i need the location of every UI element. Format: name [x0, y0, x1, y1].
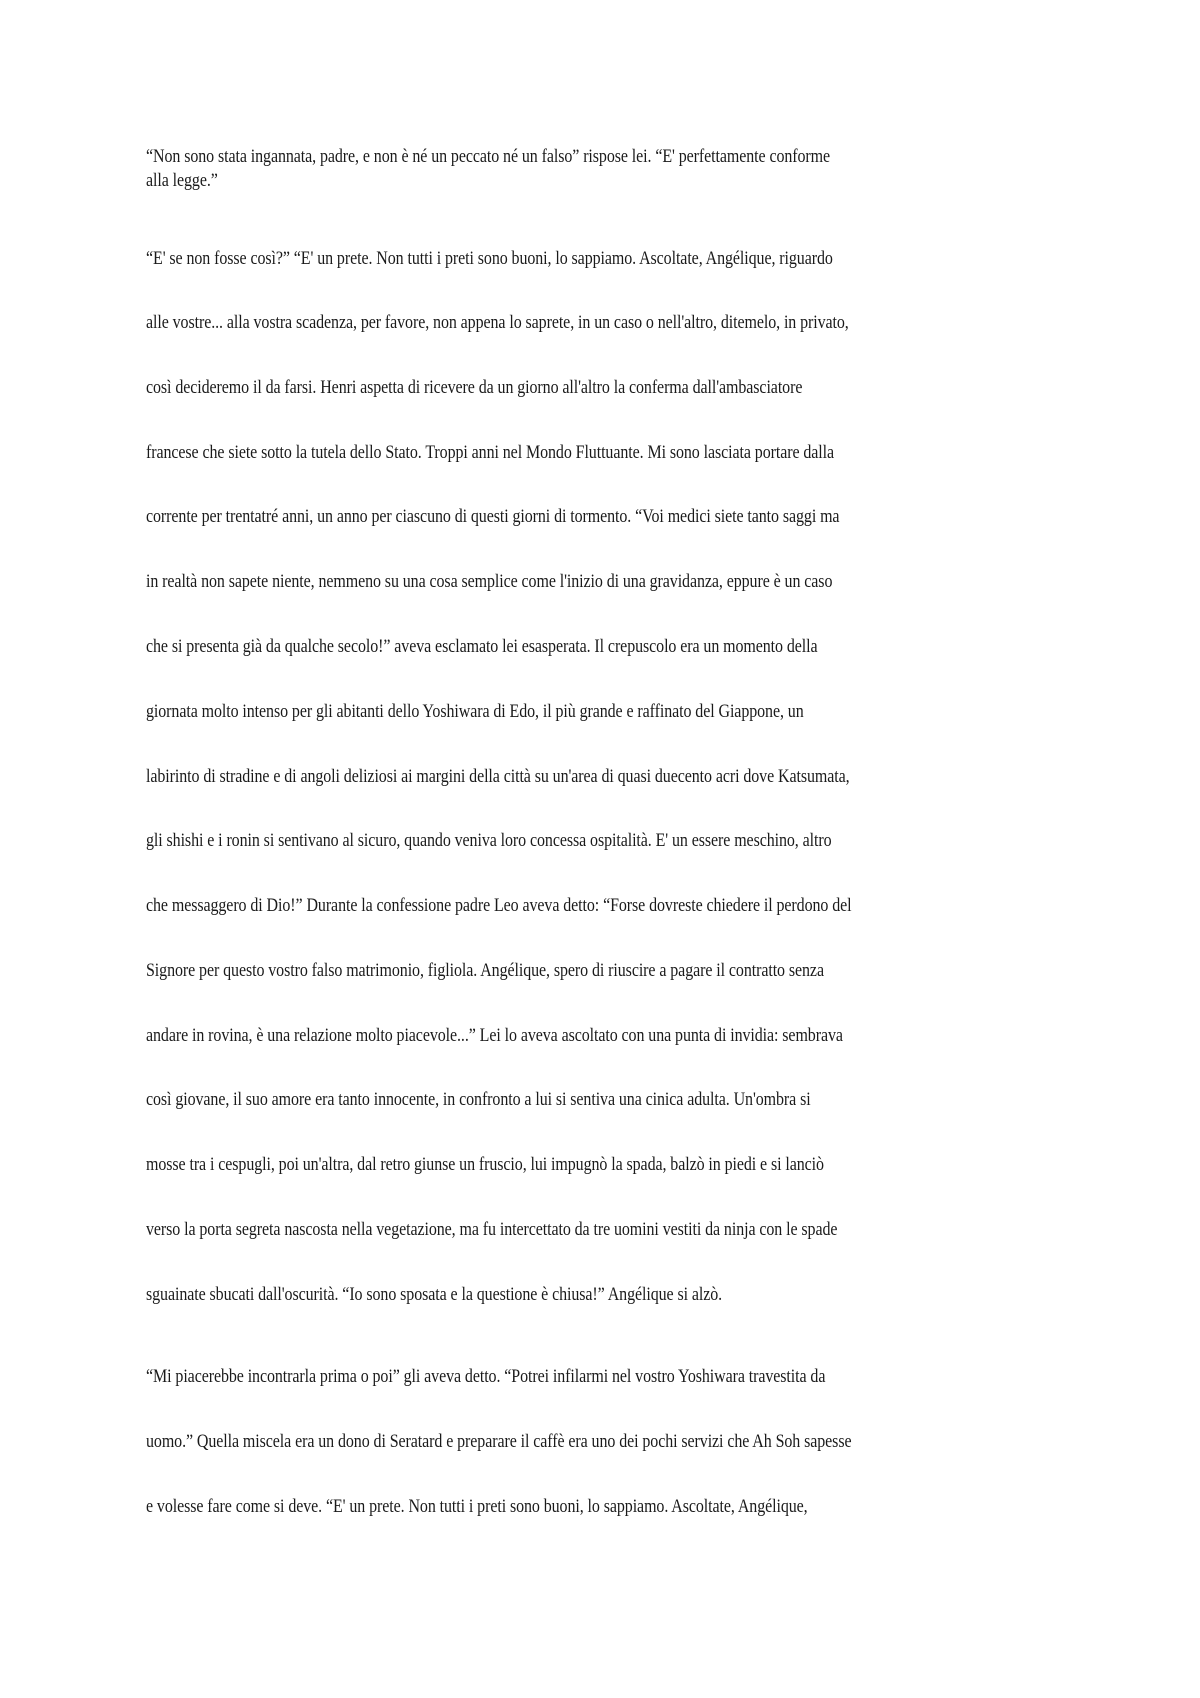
text-line: “Mi piacerebbe incontrarla prima o poi” gli aveva detto. “Potrei infilarmi nel vostro Yoshiwara travestita da — [146, 1366, 826, 1387]
text-line: che si presenta già da qualche secolo!” aveva esclamato lei esasperata. Il crepuscolo era un momento della — [146, 636, 818, 657]
text-line: giornata molto intenso per gli abitanti dello Yoshiwara di Edo, il più grande e raffinato del Giappone, un — [146, 701, 804, 722]
text-line: sguainate sbucati dall'oscurità. “Io sono sposata e la questione è chiusa!” Angélique si alzò. — [146, 1284, 723, 1305]
text-line: in realtà non sapete niente, nemmeno su una cosa semplice come l'inizio di una gravidanza, eppure è un caso — [146, 571, 833, 592]
text-line: così giovane, il suo amore era tanto innocente, in confronto a lui si sentiva una cinica adulta. Un'ombra si — [146, 1089, 811, 1110]
text-line: labirinto di stradine e di angoli deliziosi ai margini della città su un'area di quasi duecento acri dove Katsumata, — [146, 766, 850, 787]
text-line: francese che siete sotto la tutela dello Stato. Troppi anni nel Mondo Fluttuante. Mi sono lasciata portare dalla — [146, 442, 835, 463]
text-line: gli shishi e i ronin si sentivano al sicuro, quando veniva loro concessa ospitalità. E' un essere meschino, altro — [146, 830, 832, 851]
text-line: che messaggero di Dio!” Durante la confessione padre Leo aveva detto: “Forse dovreste chiedere il perdono del — [146, 895, 852, 916]
text-line: alla legge.” — [146, 170, 218, 191]
text-line: così decideremo il da farsi. Henri aspetta di ricevere da un giorno all'altro la conferma dall'ambasciatore — [146, 377, 803, 398]
text-line: mosse tra i cespugli, poi un'altra, dal retro giunse un fruscio, lui impugnò la spada, balzò in piedi e si lanciò — [146, 1154, 824, 1175]
text-line: alle vostre... alla vostra scadenza, per favore, non appena lo saprete, in un caso o nell'altro, ditemelo, in privato, — [146, 312, 849, 333]
text-line: “E' se non fosse così?” “E' un prete. Non tutti i preti sono buoni, lo sappiamo. Ascoltate, Angélique, riguardo — [146, 248, 833, 269]
text-line: verso la porta segreta nascosta nella vegetazione, ma fu intercettato da tre uomini vestiti da ninja con le spade — [146, 1219, 838, 1240]
text-line: andare in rovina, è una relazione molto piacevole...” Lei lo aveva ascoltato con una punta di invidia: sembrava — [146, 1025, 843, 1046]
text-line: e volesse fare come si deve. “E' un prete. Non tutti i preti sono buoni, lo sappiamo. Ascoltate, Angélique, — [146, 1496, 808, 1517]
text-line: “Non sono stata ingannata, padre, e non è né un peccato né un falso” rispose lei. “E' perfettamente conforme — [146, 146, 831, 167]
text-line: uomo.” Quella miscela era un dono di Seratard e preparare il caffè era uno dei pochi servizi che Ah Soh sapesse — [146, 1431, 852, 1452]
text-line: Signore per questo vostro falso matrimonio, figliola. Angélique, spero di riuscire a pagare il contratto senza — [146, 960, 824, 981]
text-line: corrente per trentatré anni, un anno per ciascuno di questi giorni di tormento. “Voi medici siete tanto saggi ma — [146, 506, 840, 527]
